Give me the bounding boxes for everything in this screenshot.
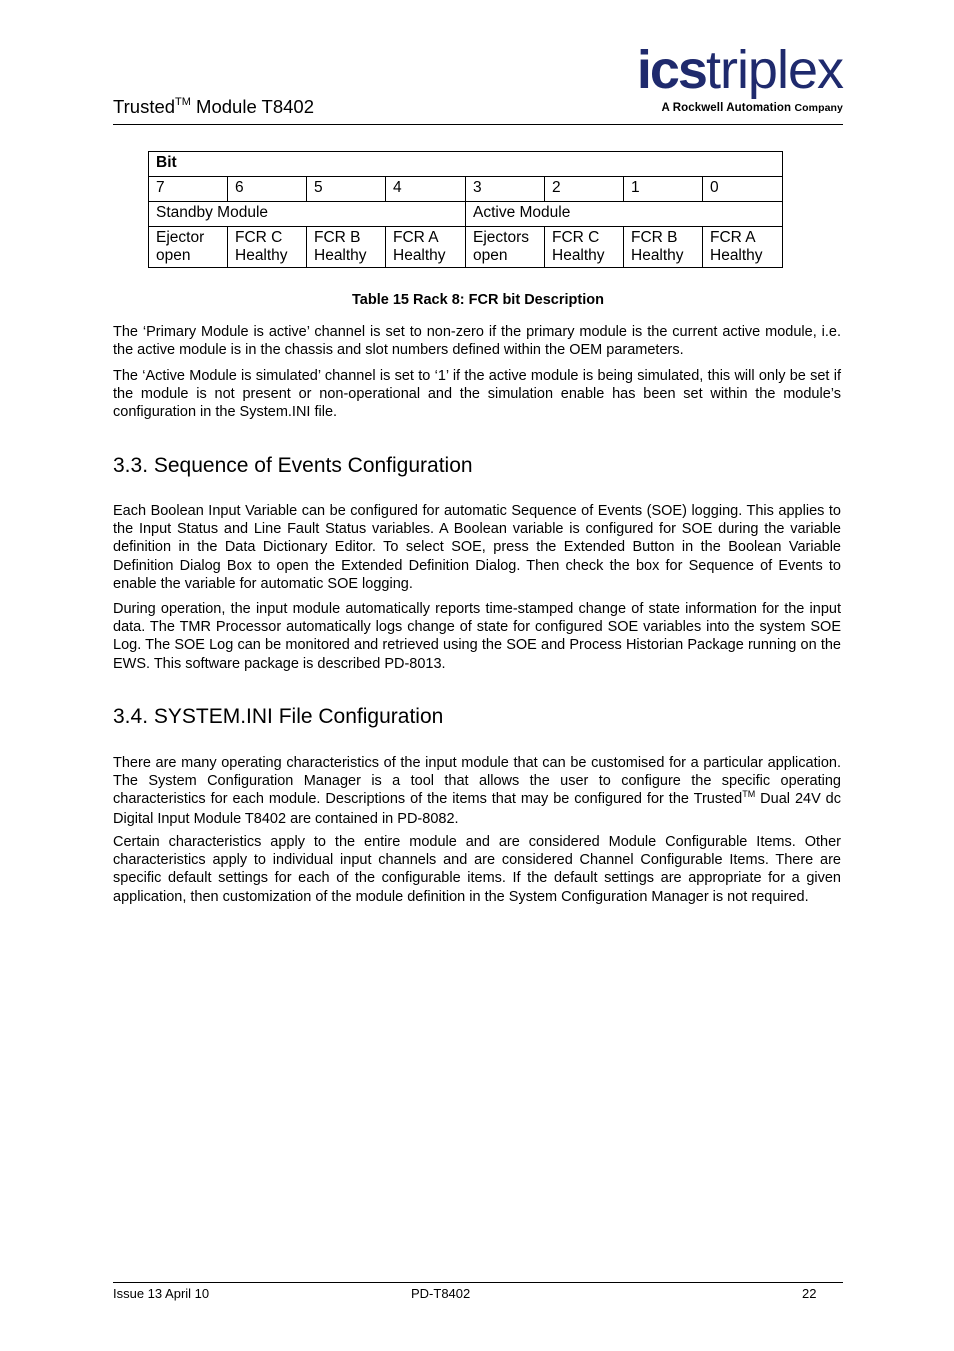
bit-number-row <box>149 177 783 202</box>
section-heading-soe: 3.3. Sequence of Events Configuration <box>113 454 473 477</box>
paragraph-configurable-items: Certain characteristics apply to the entire module and are considered Module Configurable Items. Other characteristics apply to individual input channels and are considered Channel Configurable Items. There are specific default settings for each of the configurable items. If the default settings are appropriate for a given application, then customization of the module definition in the System Configuration Manager is not required. <box>113 834 841 905</box>
description-cell: FCR B Healthy <box>307 227 386 268</box>
ics-triplex-logo <box>613 40 843 120</box>
section-heading-system-ini: 3.4. SYSTEM.INI File Configuration <box>113 705 444 728</box>
logo-tagline: A Rockwell Automation Company <box>661 102 843 114</box>
header-divider <box>113 124 843 125</box>
paragraph-soe-config: Each Boolean Input Variable can be configured for automatic Sequence of Events (SOE) logging. This applies to the Input Status and Line Fault Status variables. A Boolean variable is configured for SOE during the variable definition in the Data Dictionary Editor. To select SOE, press the Extended Button in the Boolean Variable Definition Dialog Box to open the Extended Definition Dialog. Then check the box for Sequence of Events to enable the variable for automatic SOE logging. <box>113 503 841 592</box>
bit-cell: 5 <box>307 177 386 202</box>
bit-cell: 0 <box>703 177 783 202</box>
module-group-row <box>149 202 783 227</box>
description-cell: FCR A Healthy <box>703 227 783 268</box>
page-header <box>113 0 843 125</box>
description-cell: FCR A Healthy <box>386 227 466 268</box>
paragraph-system-config-manager: There are many operating characteristics of the input module that can be customised for a particular application. The System Configuration Manager is a tool that allows the user to configure the specific operating characteristics for each module. Descriptions of the items that may be configured for the Trusted™ Dual 24V dc Digital Input Module T8402 are contained in PD-8082. <box>113 755 841 827</box>
description-cell: Ejector open <box>149 227 228 268</box>
fcr-bit-table <box>148 151 783 268</box>
bit-cell: 7 <box>149 177 228 202</box>
footer-doc-id: PD-T8402 <box>411 1286 471 1301</box>
description-cell: FCR C Healthy <box>228 227 307 268</box>
paragraph-primary-module: The ‘Primary Module is active’ channel is set to non-zero if the primary module is the current active module, i.e. the active module is in the chassis and slot numbers defined within the OEM parameters. <box>113 324 841 359</box>
table-header-row <box>149 152 783 177</box>
table-caption: Table 15 Rack 8: FCR bit Description <box>352 292 604 308</box>
description-row <box>149 227 783 268</box>
bit-cell: 1 <box>624 177 703 202</box>
bit-cell: 4 <box>386 177 466 202</box>
page-number: 22 <box>802 1286 817 1301</box>
description-cell: FCR B Healthy <box>624 227 703 268</box>
bit-cell: 3 <box>466 177 545 202</box>
description-cell: FCR C Healthy <box>545 227 624 268</box>
group-cell-active: Active Module <box>466 202 783 227</box>
bit-cell: 6 <box>228 177 307 202</box>
bit-cell: 2 <box>545 177 624 202</box>
description-cell: Ejectors open <box>466 227 545 268</box>
table-header-cell: Bit <box>149 152 783 177</box>
footer-divider <box>113 1282 843 1283</box>
paragraph-active-simulated: The ‘Active Module is simulated’ channel is set to ‘1’ if the active module is being simulated, this will only be set if the module is not present or non-operational and the simulation enable has been set within the module’s configuration in the System.INI file. <box>113 368 841 421</box>
footer-issue: Issue 13 April 10 <box>113 1286 210 1301</box>
logo-wordmark: icstriplex <box>636 40 843 100</box>
paragraph-soe-operation: During operation, the input module automatically reports time-stamped change of state information for the input data. The TMR Processor automatically logs change of state for configured SOE variables into the system SOE Log. The SOE Log can be monitored and retrieved using the SOE and Process Historian Package running on the EWS. This software package is described PD-8013. <box>113 601 841 672</box>
document-title: Trusted™ Module T8402 <box>113 96 314 117</box>
group-cell-standby: Standby Module <box>149 202 466 227</box>
